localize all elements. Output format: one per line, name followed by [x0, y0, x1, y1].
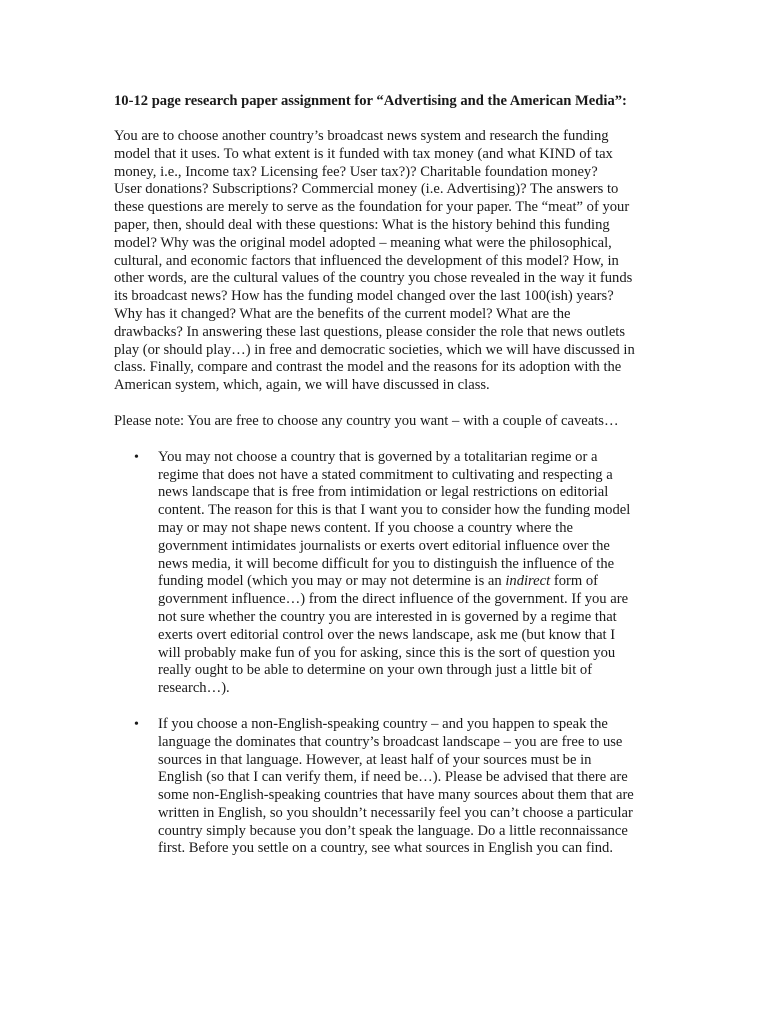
caveat-line: If you choose a non-English-speaking country – and you happen to speak the — [158, 715, 608, 732]
intro-line: model that it uses. To what extent is it funded with tax money (and what KIND of tax — [114, 145, 613, 162]
intro-line: these questions are merely to serve as the foundation for your paper. The “meat” of your — [114, 199, 630, 216]
caveat-line: government intimidates journalists or exerts overt editorial influence over the — [158, 537, 610, 554]
emphasis-indirect: indirect — [505, 573, 551, 590]
intro-line: You are to choose another country’s broadcast news system and research the funding — [114, 128, 609, 144]
caveat-line: not sure whether the country you are interested in is governed by a regime that — [158, 608, 617, 625]
intro-line: American system, which, again, we will have discussed in class. — [114, 377, 490, 394]
caveat-text: form of — [550, 573, 599, 590]
intro-line: User donations? Subscriptions? Commercial money (i.e. Advertising)? The answers to — [114, 181, 619, 198]
caveat-line: will probably make fun of you for asking, since this is the sort of question you — [158, 644, 616, 661]
intro-line: drawbacks? In answering these last questions, please consider the role that news outlets — [114, 323, 626, 340]
caveat-line: some non-English-speaking countries that have many sources about them that are — [158, 787, 634, 804]
caveats-list — [114, 449, 654, 859]
caveat-item-regime — [114, 449, 654, 698]
caveat-line: regime that does not have a stated commitment to cultivating and respecting a — [158, 466, 613, 483]
intro-line: money, i.e., Income tax? Licensing fee? User tax?)? Charitable foundation money? — [114, 163, 598, 180]
caveat-line: country simply because you don’t speak the language. Do a little reconnaissance — [158, 822, 628, 839]
caveat-text: funding model (which you may or may not determine is an — [158, 573, 506, 590]
intro-line: Why has it changed? What are the benefits of the current model? What are the — [114, 305, 571, 322]
intro-line: play (or should play…) in free and democratic societies, which we will have discussed in — [114, 341, 635, 358]
caveat-item-language — [114, 716, 654, 858]
caveat-line: government influence…) from the direct influence of the government. If you are — [158, 591, 629, 608]
caveat-line: research…). — [158, 680, 230, 697]
caveat-line: English (so that I can verify them, if need be…). Please be advised that there are — [158, 769, 628, 786]
assignment-title: 10-12 page research paper assignment for “Advertising and the American Media”: — [114, 93, 627, 109]
bullet-icon: • — [134, 449, 139, 465]
caveat-line: exerts overt editorial control over the news landscape, ask me (but know that I — [158, 626, 616, 643]
intro-line: cultural, and economic factors that influenced the development of this model? How, in — [114, 252, 619, 269]
caveat-line: You may not choose a country that is governed by a totalitarian regime or a — [158, 448, 598, 465]
intro-line: class. Finally, compare and contrast the model and the reasons for its adoption with the — [114, 359, 622, 376]
caveat-line: content. The reason for this is that I want you to consider how the funding model — [158, 502, 631, 519]
intro-line: paper, then, should deal with these questions: What is the history behind this funding — [114, 216, 610, 233]
caveat-line: news media, it will become difficult for you to distinguish the influence of the — [158, 555, 615, 572]
document-page — [114, 92, 654, 876]
caveat-line: written in English, so you shouldn’t necessarily feel you can’t choose a particular — [158, 804, 633, 821]
caveat-line: news landscape that is free from intimidation or legal restrictions on editorial — [158, 484, 609, 501]
intro-line: model? Why was the original model adopted – meaning what were the philosophical, — [114, 234, 612, 251]
caveat-line: language the dominates that country’s broadcast landscape – you are free to use — [158, 733, 623, 750]
caveat-line-with-italic — [158, 573, 654, 591]
intro-line: its broadcast news? How has the funding model changed over the last 100(ish) years? — [114, 288, 614, 305]
caveats-note — [114, 413, 654, 431]
intro-line: other words, are the cultural values of the country you chose revealed in the way it funds — [114, 270, 633, 287]
note-line: Please note: You are free to choose any country you want – with a couple of caveats… — [114, 412, 619, 429]
caveat-line: really ought to be able to determine on your own through just a little bit of — [158, 662, 593, 679]
caveat-line: first. Before you settle on a country, see what sources in English you can find. — [158, 840, 613, 857]
bullet-icon: • — [134, 716, 139, 732]
caveat-line: sources in that language. However, at least half of your sources must be in — [158, 751, 592, 768]
caveat-line: may or may not shape news content. If you choose a country where the — [158, 519, 573, 536]
intro-paragraph — [114, 128, 654, 395]
